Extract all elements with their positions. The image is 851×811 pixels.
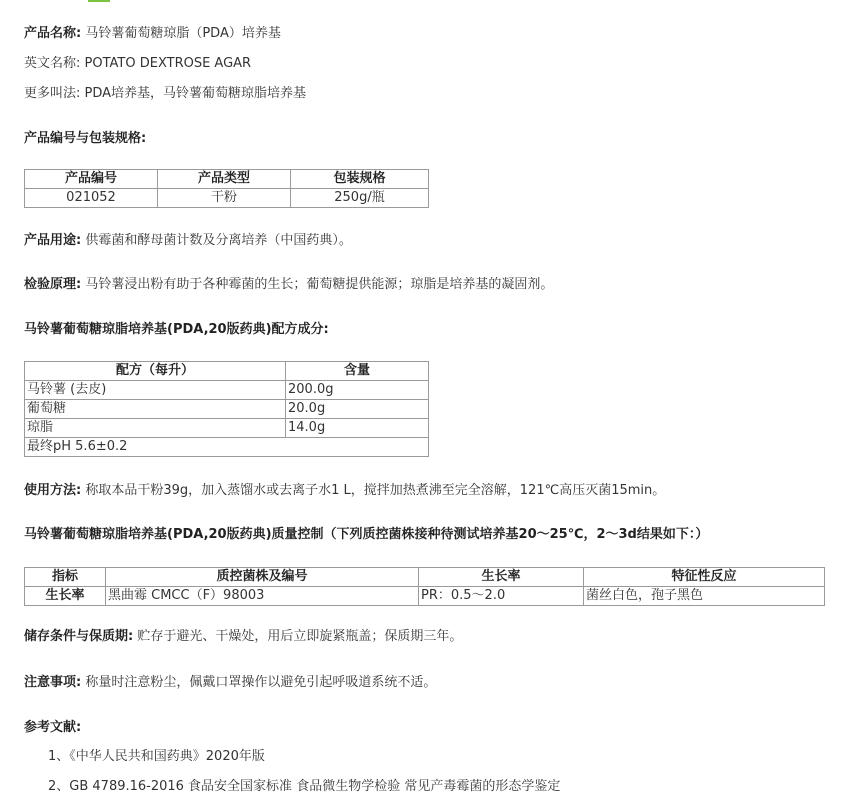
formula-amount: 20.0g [286,400,429,419]
notice-value: 称量时注意粉尘，佩戴口罩操作以避免引起呼吸道系统不适。 [85,675,437,690]
alias-value: PDA培养基，马铃薯葡萄糖琼脂培养基 [84,86,307,101]
formula-ingredient: 葡萄糖 [25,400,286,419]
qc-heading: 马铃薯葡萄糖琼脂培养基(PDA,20版药典)质量控制 [24,527,324,542]
storage-label: 储存条件与保质期: [24,629,134,644]
spec-header-cell: 产品类型 [158,170,291,189]
formula-ph-row [25,438,429,457]
qc-cell-indicator: 生长率 [25,587,106,606]
formula-header-cell: 配方（每升） [25,362,286,381]
qc-header-cell: 特征性反应 [584,568,825,587]
alias-label: 更多叫法: [24,86,81,101]
formula-row [25,381,429,400]
product-name-value: 马铃薯葡萄糖琼脂（PDA）培养基 [85,26,281,41]
reference-item: 1、《中华人民共和国药典》2020年版 [48,749,265,764]
english-name-value: POTATO DEXTROSE AGAR [84,56,252,71]
spec-table [24,169,429,208]
formula-final-ph: 最终pH 5.6±0.2 [25,438,429,457]
product-name-label: 产品名称: [24,26,82,41]
formula-heading: 马铃薯葡萄糖琼脂培养基(PDA,20版药典)配方成分: [24,322,329,337]
qc-header-cell: 生长率 [419,568,584,587]
storage-value: 贮存于避光、干燥处，用后立即旋紧瓶盖；保质期三年。 [137,629,463,644]
qc-data-row [25,587,825,606]
qc-heading-line [24,526,708,544]
reference-item: 2、GB 4789.16-2016 食品安全国家标准 食品微生物学检验 常见产毒霉菌的形态学鉴定 [48,779,561,794]
method-line [24,482,665,500]
qc-note: （下列质控菌株接种待测试培养基20～25℃，2～3d结果如下：） [323,527,709,542]
alias-line [24,85,306,103]
formula-ingredient: 马铃薯 (去皮) [25,381,286,400]
spec-cell: 250g/瓶 [291,189,429,208]
qc-cell-rate: PR：0.5～2.0 [419,587,584,606]
formula-row [25,400,429,419]
method-value: 称取本品干粉39g，加入蒸馏水或去离子水1 L，搅拌加热煮沸至完全溶解，121℃高压灭菌15min。 [85,483,666,498]
english-name-line [24,55,251,73]
qc-cell-reaction: 菌丝白色，孢子黑色 [584,587,825,606]
principle-line [24,276,553,294]
qc-header-cell: 指标 [25,568,106,587]
accent-bar [88,0,110,2]
formula-header-cell: 含量 [286,362,429,381]
product-name-line [24,25,281,43]
usage-line [24,232,352,250]
notice-label: 注意事项: [24,675,82,690]
spec-cell: 干粉 [158,189,291,208]
qc-table [24,567,825,606]
principle-label: 检验原理: [24,277,82,292]
spec-header-cell: 产品编号 [25,170,158,189]
english-name-label: 英文名称: [24,56,81,71]
storage-line [24,628,462,646]
formula-amount: 14.0g [286,419,429,438]
formula-header-row [25,362,429,381]
references-heading: 参考文献: [24,720,82,735]
qc-header-cell: 质控菌株及编号 [106,568,419,587]
qc-cell-strain: 黑曲霉 CMCC（F）98003 [106,587,419,606]
spec-data-row [25,189,429,208]
method-label: 使用方法: [24,483,82,498]
formula-amount: 200.0g [286,381,429,400]
spec-heading: 产品编号与包装规格: [24,131,147,146]
qc-header-row [25,568,825,587]
formula-ingredient: 琼脂 [25,419,286,438]
formula-table [24,361,429,457]
principle-value: 马铃薯浸出粉有助于各种霉菌的生长；葡萄糖提供能源；琼脂是培养基的凝固剂。 [85,277,554,292]
spec-header-row [25,170,429,189]
spec-cell: 021052 [25,189,158,208]
usage-value: 供霉菌和酵母菌计数及分离培养（中国药典）。 [85,233,352,248]
spec-header-cell: 包装规格 [291,170,429,189]
formula-row [25,419,429,438]
usage-label: 产品用途: [24,233,82,248]
notice-line [24,674,436,692]
